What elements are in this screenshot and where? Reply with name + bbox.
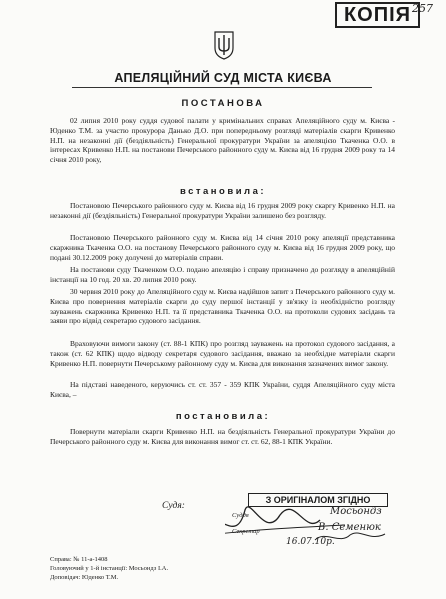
certified-copy-text: З ОРИГІНАЛОМ ЗГІДНО [265, 495, 371, 505]
copy-stamp-text: КОПІЯ [343, 3, 412, 26]
case-number: Справа: № 11-а-1408 [50, 556, 108, 563]
handwritten-name-2: В. Семенюк [318, 522, 381, 533]
paragraph-5: Враховуючи вимоги закону (ст. 88-1 КПК) про розгляд зауважень на протокол судового засідання, а також (ст. 62 КПК) щодо відводу секретаря судового засідання, вважаю за необхідне матеріали скарги Кривенко Н.П. повернути Печерському районному суду м. Києва для виконання зазначених вимог закону. [50, 339, 395, 368]
paragraph-3: На постанови суду Ткаченком О.О. подано апеляцію і справу призначено до розгляду в апеляційній інстанції на 10 год. 20 хв. 20 липня 2010 року. [50, 265, 395, 284]
stamp-judge-line: Суддя [232, 512, 249, 519]
stamp-secretary-line: Секретар [232, 528, 260, 535]
certified-copy-stamp [248, 493, 388, 507]
trident-emblem-icon [213, 30, 235, 60]
document-type-heading: ПОСТАНОВА [181, 98, 265, 109]
handwritten-page-number: 257 [412, 2, 433, 15]
paragraph-2: Постановою Печерського районного суду м. Києва від 14 січня 2010 року апеляції представника скаржника Ткаченка О.О. на постанову Печерського районного суду м. Києва від 16 грудня 2009 року, що подані 30.12.2009 року долучені до матеріалів справи. [50, 233, 395, 262]
title-divider [72, 87, 372, 88]
rapporteur: Доповідач: Юденко Т.М. [50, 574, 119, 581]
paragraph-1: Постановою Печерського районного суду м. Києва від 16 грудня 2009 року скаргу Кривенко Н.П. на незаконні дії (бездіяльність) Генеральної прокуратури України залишено без розгляду. [50, 201, 395, 220]
judge-signature-label: Судя: [162, 501, 185, 511]
copy-stamp [335, 2, 420, 28]
first-instance-judge: Головуючий у 1-й інстанції: Мосьондз І.А. [50, 565, 169, 572]
handwritten-name-1: Мосьондз [330, 506, 382, 517]
paragraph-4: 30 червня 2010 року до Апеляційного суду м. Києва надійшов запит з Печерського районного суду м. Києва про повернення матеріалів скарги до суду першої інстанції у зв'язку із необхідністю розгляду зауважень скаржника Кривенко Н.П. та її представника Ткаченка О.О. на протоколи судових засідань та заяви про відвід секретарю судового засідання. [50, 287, 395, 326]
court-title: АПЕЛЯЦІЙНИЙ СУД МІСТА КИЄВА [114, 71, 332, 85]
resolved-heading: постановила: [175, 411, 271, 422]
resolution-paragraph: Повернути матеріали скарги Кривенко Н.П. на бездіяльність Генеральної прокуратури України до Печерського районного суду м. Києва для виконання вимог ст. ст. 62, 88-1 КПК України. [50, 427, 395, 446]
intro-paragraph: 02 липня 2010 року суддя судової палати у кримінальних справах Апеляційного суду м. Києва - Юденко Т.М. за участю прокурора Данько Д.О. при попередньому розгляді матеріалів скарги Кривенко Н.П. на незаконні дії (бездіяльність) Генеральної прокуратури України за апеляцією Ткаченка О.О. в інтересах Кривенко Н.П. на постанови Печерського районного суду м. Києва від 16 грудня 2009 року та 14 січня 2010 року, [50, 116, 395, 165]
paragraph-6: На підставі наведеного, керуючись ст. ст. 357 - 359 КПК України, суддя Апеляційного суду міста Києва, – [50, 380, 395, 399]
handwritten-date: 16.07.10р. [286, 537, 335, 547]
established-heading: встановила: [179, 186, 267, 197]
